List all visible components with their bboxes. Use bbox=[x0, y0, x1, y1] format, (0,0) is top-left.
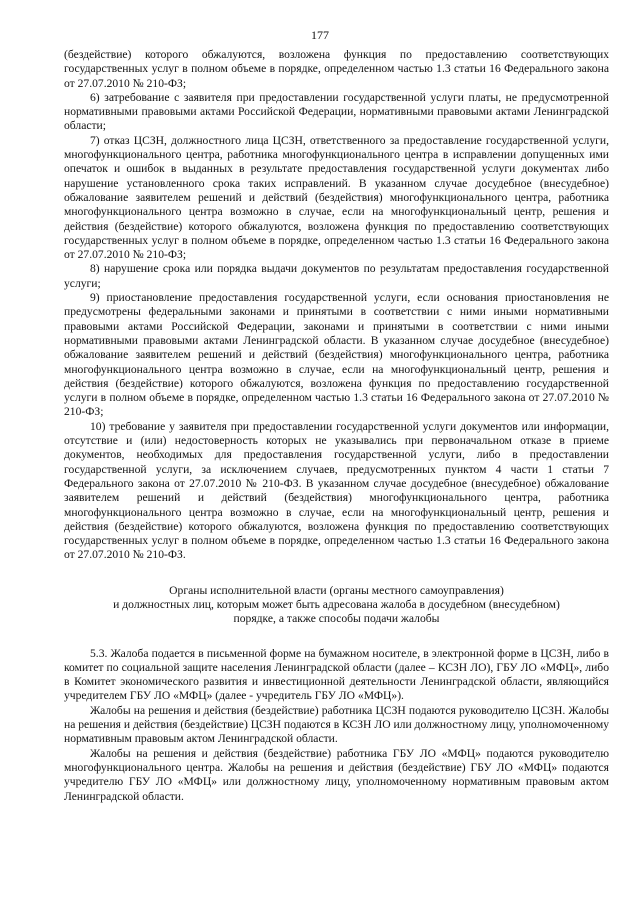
paragraph-item-8: 8) нарушение срока или порядка выдачи документов по результатам предоставления государственной услуги; bbox=[64, 262, 609, 290]
section-heading-line-3: порядке, а также способы подачи жалобы bbox=[233, 612, 440, 626]
paragraph-item-6: 6) затребование с заявителя при предоставлении государственной услуги платы, не предусмотренной нормативными правовыми актами Российской Федерации, нормативными правовыми актами Ленинградской области; bbox=[64, 90, 609, 133]
paragraph-continuation: (бездействие) которого обжалуются, возложена функция по предоставлению соответствующих государственных услуг в полном объеме в порядке, определенном частью 1.3 статьи 16 Федерального закона от 27.07.2010 № 210-ФЗ; bbox=[64, 48, 609, 90]
paragraph-complaints-mfc: Жалобы на решения и действия (бездействие) работника ГБУ ЛО «МФЦ» подаются руководителю многофункционального центра. Жалобы на решения и действия (бездействие) ГБУ ЛО «МФЦ» подаются учредителю ГБУ ЛО «МФЦ» или должностному лицу, уполномоченному нормативным правовым актом Ленинградской области. bbox=[64, 746, 609, 803]
paragraph-5-3: 5.3. Жалоба подается в письменной форме на бумажном носителе, в электронной форме в ЦСЗН, либо в комитет по социальной защите населения Ленинградской области (далее – КСЗН ЛО), ГБУ ЛО «МФЦ», либо в Комитет экономического развития и инвестиционной деятельности Ленинградской области, являющийся учредителем ГБУ ЛО «МФЦ» (далее - учредитель ГБУ ЛО «МФЦ»). bbox=[64, 646, 609, 703]
section-heading-line-2: и должностных лиц, которым может быть адресована жалоба в досудебном (внесудебном) bbox=[113, 597, 560, 611]
page-number: 177 bbox=[311, 28, 329, 42]
paragraph-complaints-cszn: Жалобы на решения и действия (бездействие) работника ЦСЗН подаются руководителю ЦСЗН. Жалобы на решения и действия (бездействие) ЦСЗН подаются в КСЗН ЛО или должностному лицу, уполномоченному нормативным правовым актом Ленинградской области. bbox=[64, 703, 609, 746]
paragraph-item-10: 10) требование у заявителя при предоставлении государственной услуги документов или информации, отсутствие и (или) недостоверность которых не указывались при первоначальном отказе в приеме документов, необходимых для предоставления государственной услуги, либо в предоставлении государственной услуги, за исключением случаев, предусмотренных пунктом 4 части 1 статьи 7 Федерального закона от 27.07.2010 № 210-ФЗ. В указанном случае досудебное (внесудебное) обжалование заявителем решений и действий (бездействия) многофункционального центра, работника многофункционального центра возможно в случае, если на многофункциональный центр, решения и действия (бездействие) которого обжалуются, возложена функция по предоставлению соответствующих государственных услуг в полном объеме в порядке, определенном частью 1.3 статьи 16 Федерального закона от 27.07.2010 № 210-ФЗ. bbox=[64, 419, 609, 562]
section-heading-line-1: Органы исполнительной власти (органы местного самоуправления) bbox=[169, 583, 504, 597]
document-body bbox=[64, 48, 609, 804]
paragraph-item-7: 7) отказ ЦСЗН, должностного лица ЦСЗН, ответственного за предоставление государственной услуги, многофункционального центра, работника многофункционального центра в исправлении допущенных ими опечаток и ошибок в выданных в результате предоставления государственной услуги документах либо нарушение установленного срока таких исправлений. В указанном случае досудебное (внесудебное) обжалование заявителем решений и действий (бездействия) многофункционального центра, работника многофункционального центра возможно в случае, если на многофункциональный центр, решения и действия (бездействие) которого обжалуются, возложена функция по предоставлению соответствующих государственных услуг в полном объеме в порядке, определенном частью 1.3 статьи 16 Федерального закона от 27.07.2010 № 210-ФЗ; bbox=[64, 133, 609, 262]
section-heading bbox=[64, 584, 609, 627]
paragraph-item-9: 9) приостановление предоставления государственной услуги, если основания приостановления не предусмотрены федеральными законами и принятыми в соответствии с ними иными нормативными правовыми актами Российской Федерации, законами и принятыми в соответствии с ними иными нормативными правовыми актами Ленинградской области. В указанном случае досудебное (внесудебное) обжалование заявителем решений и действий (бездействия) многофункционального центра, работника многофункционального центра возможно в случае, если на многофункциональный центр, решения и действия (бездействие) которого обжалуются, возложена функция по предоставлению государственной услуги в полном объеме в порядке, определенном частью 1.3 статьи 16 Федерального закона от 27.07.2010 № 210-ФЗ; bbox=[64, 291, 609, 419]
